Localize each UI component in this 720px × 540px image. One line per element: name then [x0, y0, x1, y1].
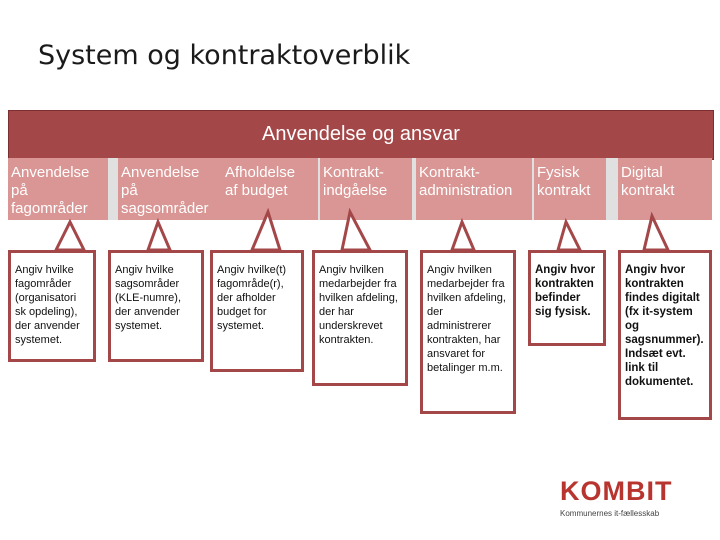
- header-line: kontrakt: [537, 182, 591, 199]
- description-box-fagomrader: Angiv hvilke fagområder (organisatori sk opdeling), der anvender systemet.: [8, 250, 96, 362]
- header-line: på: [121, 182, 138, 199]
- description-box-fysisk-kontrakt: Angiv hvor kontrakten befinder sig fysisk.: [528, 250, 606, 346]
- slide-title: System og kontraktoverblik: [38, 40, 411, 71]
- description-box-budget: Angiv hvilke(t) fagområde(r), der afholder budget for systemet.: [210, 250, 304, 372]
- header-line: af budget: [225, 182, 288, 199]
- callout-pointer: [558, 222, 580, 250]
- header-line: på: [11, 182, 28, 199]
- callout-pointer: [252, 212, 280, 250]
- description-box-kontraktindgaelse: Angiv hvilken medarbejder fra hvilken afdeling, der har underskrevet kontrakten.: [312, 250, 408, 386]
- header-line: fagområder: [11, 200, 88, 217]
- logo-tagline: Kommunernes it-fællesskab: [560, 509, 660, 518]
- callout-pointer: [56, 222, 84, 250]
- callout-pointer: [452, 222, 474, 250]
- callout-pointer: [148, 222, 170, 250]
- header-line: indgåelse: [323, 182, 388, 199]
- header-line: Anvendelse: [11, 164, 90, 181]
- description-box-digital-kontrakt: Angiv hvor kontrakten findes digitalt (fx it-system og sagsnummer). Indsæt evt. link til dokumentet.: [618, 250, 712, 420]
- description-box-sagsomrader: Angiv hvilke sagsområder (KLE-numre), der anvender systemet.: [108, 250, 204, 362]
- header-line: Kontrakt-: [419, 164, 480, 181]
- header-line: administration: [419, 182, 513, 199]
- header-line: Anvendelse: [121, 164, 200, 181]
- header-line: Kontrakt-: [323, 164, 384, 181]
- description-box-kontraktadministration: Angiv hvilken medarbejder fra hvilken afdeling, der administrerer kontrakten, har ansvaret for betalinger m.m.: [420, 250, 516, 414]
- banner-title: Anvendelse og ansvar: [262, 123, 460, 145]
- logo-wordmark: KOMBIT: [560, 476, 673, 506]
- kombit-logo: [560, 476, 690, 522]
- header-line: Digital: [621, 164, 663, 181]
- callout-pointer: [342, 212, 370, 250]
- callout-pointer: [644, 216, 668, 250]
- header-line: kontrakt: [621, 182, 675, 199]
- header-line: Afholdelse: [225, 164, 296, 181]
- header-line: sagsområder: [121, 200, 209, 217]
- header-line: Fysisk: [537, 164, 580, 181]
